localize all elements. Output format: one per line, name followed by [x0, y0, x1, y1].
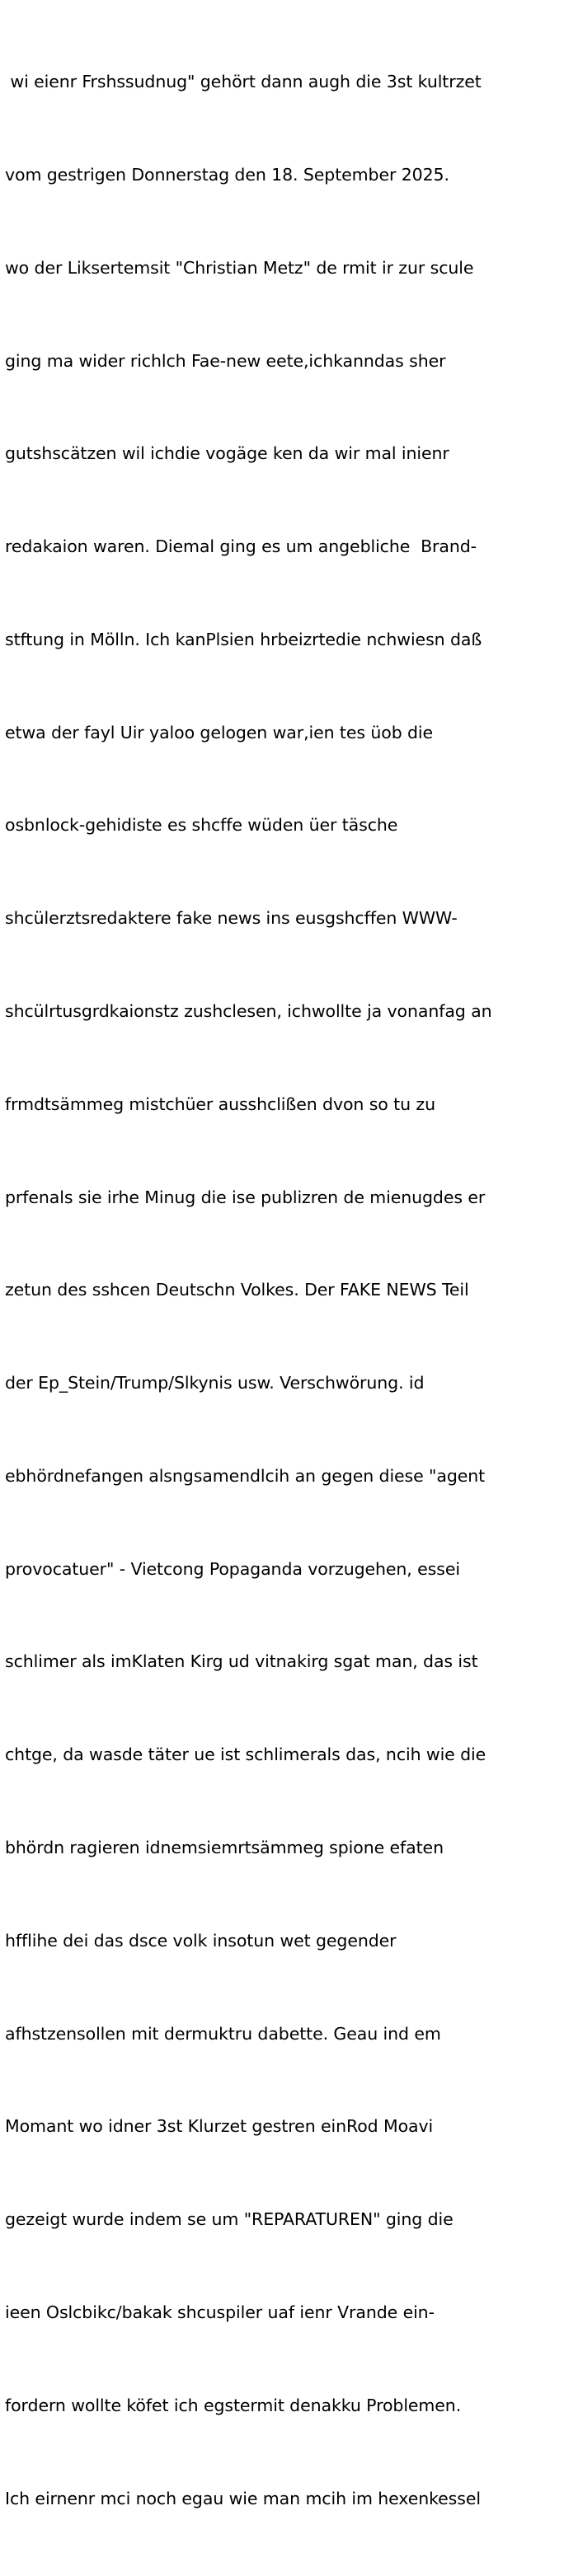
text-line: redakaion waren. Diemal ging es um angebliche Brand-: [5, 536, 477, 557]
text-line: stftung in Mölln. Ich kanPlsien hrbeizrtedie nchwiesn daß: [5, 629, 482, 649]
text-line: der Ep_Stein/Trump/Slkynis usw. Verschwörung. id: [5, 1373, 425, 1393]
text-line: afhstzensollen mit dermuktru dabette. Geau ind em: [5, 2023, 441, 2044]
text-line: ebhördnefangen alsngsamendlcih an gegen diese "agent: [5, 1465, 486, 1486]
text-line: etwa der fayl Uir yaloo gelogen war,ien tes üob die: [5, 722, 434, 742]
text-line: zetun des sshcen Deutschn Volkes. Der FAKE NEWS Teil: [5, 1280, 469, 1300]
document-body-text: [5, 5, 561, 2576]
text-line: ieen Oslcbikc/bakak shcuspiler uaf ienr Vrande ein-: [5, 2302, 435, 2322]
text-line: hfflihe dei das dsce volk insotun wet gegender: [5, 1930, 397, 1951]
text-line: shcülerztsredaktere fake news ins eusgshcffen WWW-: [5, 908, 458, 929]
text-line: chtge, da wasde täter ue ist schlimerals das, ncih wie die: [5, 1745, 486, 1765]
text-line: Momant wo idner 3st Klurzet gestren einRod Moavi: [5, 2116, 434, 2137]
text-line: vom gestrigen Donnerstag den 18. September 2025.: [5, 164, 449, 185]
text-line: Ich eirnenr mci noch egau wie man mcih im hexenkessel: [5, 2488, 481, 2508]
text-line: gutshscätzen wil ichdie vogäge ken da wir mal inienr: [5, 443, 449, 464]
text-line: osbnlock-gehidiste es shcffe wüden üer täsche: [5, 815, 398, 836]
text-line: shcülrtusgrdkaionstz zushclesen, ichwollte ja vonanfag an: [5, 1001, 492, 1021]
text-line: ging ma wider richlch Fae-new eete,ichkanndas sher: [5, 350, 446, 371]
text-line: gezeigt wurde indem se um "REPARATUREN" ging die: [5, 2209, 454, 2230]
text-line: schlimer als imKlaten Kirg ud vitnakirg sgat man, das ist: [5, 1651, 478, 1672]
text-line: fordern wollte köfet ich egstermit denakku Problemen.: [5, 2395, 462, 2415]
text-line: prfenals sie irhe Minug die ise publizren de mienugdes er: [5, 1187, 486, 1207]
text-line: wo der Liksertemsit "Christian Metz" de rmit ir zur scule: [5, 257, 474, 278]
text-line: wi eienr Frshssudnug" gehört dann augh die 3st kultrzet: [5, 72, 482, 92]
text-line: bhördn ragieren idnemsiemrtsämmeg spione efaten: [5, 1838, 444, 1858]
text-line: provocatuer" - Vietcong Popaganda vorzugehen, essei: [5, 1558, 460, 1579]
text-line: frmdtsämmeg mistchüer ausshclißen dvon so tu zu: [5, 1094, 435, 1114]
